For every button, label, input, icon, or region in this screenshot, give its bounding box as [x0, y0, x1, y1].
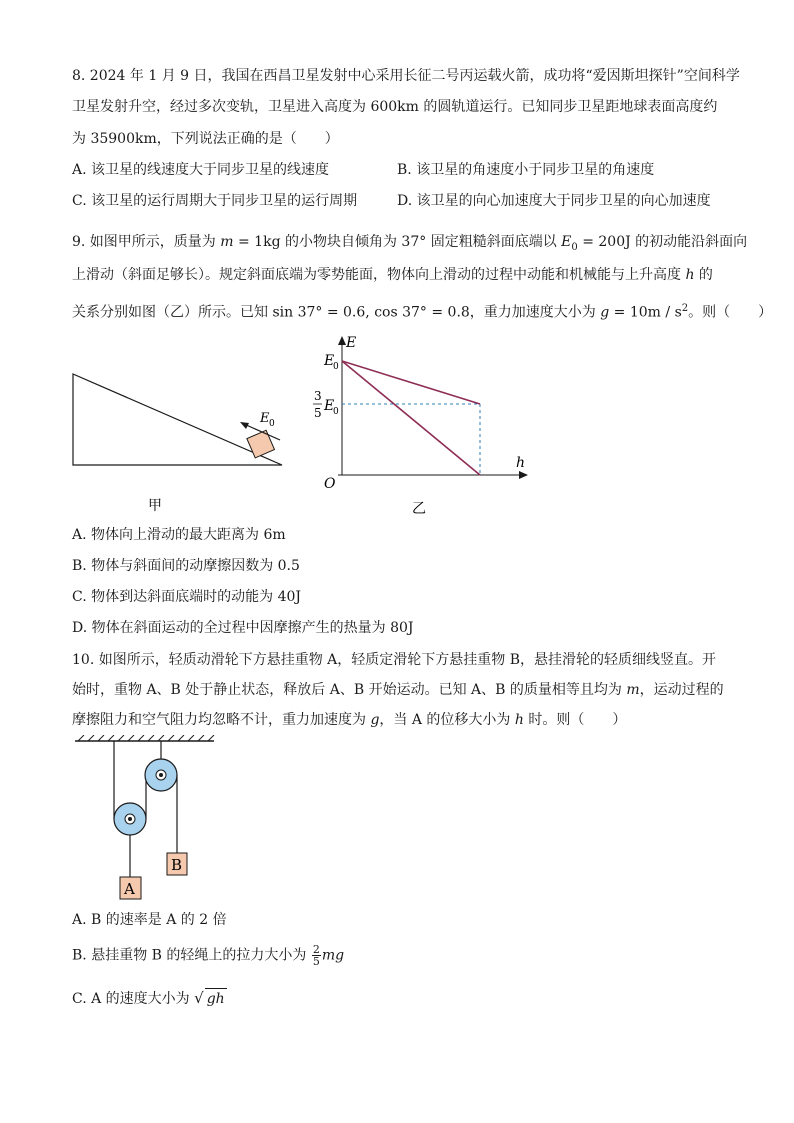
q8-option-b: B. 该卫星的角速度小于同步卫星的角速度: [397, 162, 655, 178]
q8-stem-line1: 8. 2024 年 1 月 9 日，我国在西昌卫星发射中心采用长征二号丙运载火箭，成功将“爱因斯坦探针”空间科学: [72, 68, 740, 84]
label-3-5-e0: E: [324, 398, 335, 414]
x-axis-arrow: [519, 471, 528, 479]
arrow-head: [240, 422, 249, 429]
block-on-incline: [247, 430, 275, 458]
kinetic-energy-line: [342, 361, 480, 475]
figure-yi-graph: [300, 330, 540, 520]
y-axis-arrow: [338, 336, 346, 345]
q10-stem-line3: 摩擦阻力和空气阻力均忽略不计，重力加速度为 g，当 A 的位移大小为 h 时。则（ ）: [72, 712, 627, 728]
figure-jia-caption: 甲: [148, 498, 162, 514]
axis-label-h: h: [516, 455, 526, 471]
origin-label: O: [324, 476, 336, 492]
q9-option-c: C. 物体到达斜面底端时的动能为 40J: [72, 589, 301, 605]
q10-option-c: C. A 的速度大小为 √ gh: [72, 989, 225, 1007]
label-e0-jia: E: [260, 411, 270, 426]
q9-stem-line2: 上滑动（斜面足够长）。规定斜面底端为零势能面，物体向上滑动的过程中动能和机械能与上升高度 h 的: [72, 267, 713, 283]
q8-option-d: D. 该卫星的向心加速度大于同步卫星的向心加速度: [397, 193, 711, 209]
q8-stem-line2: 卫星发射升空，经过多次变轨，卫星进入高度为 600km 的圆轨道运行。已知同步卫星距地球表面高度约: [72, 99, 718, 115]
q10-option-a: A. B 的速率是 A 的 2 倍: [72, 912, 227, 928]
q9-option-d: D. 物体在斜面运动的全过程中因摩擦产生的热量为 80J: [72, 620, 414, 636]
q8-option-c: C. 该卫星的运行周期大于同步卫星的运行周期: [72, 193, 358, 209]
svg-text:0: 0: [269, 419, 275, 429]
block-a-label: A: [124, 880, 135, 898]
block-b-label: B: [171, 856, 183, 874]
label-e0: E: [324, 353, 335, 369]
svg-text:0: 0: [333, 362, 339, 372]
axis-label-e: E: [346, 335, 357, 351]
q9-stem-line3: 关系分别如图（乙）所示。已知 sin 37° = 0.6, cos 37° = 0.8，重力加速度大小为 $g = 10m / s^2$。则（ ）: [72, 303, 773, 321]
frac-5: 5: [314, 406, 322, 420]
q9-option-a: A. 物体向上滑动的最大距离为 6m: [72, 527, 286, 543]
ceiling-hatch: [78, 735, 214, 741]
q8-option-a: A. 该卫星的线速度大于同步卫星的线速度: [72, 162, 330, 178]
svg-text:0: 0: [333, 407, 339, 417]
q8-stem-line3: 为 35900km，下列说法正确的是（ ）: [72, 131, 339, 147]
incline-triangle: [73, 374, 282, 465]
figure-jia-incline: [60, 350, 300, 520]
frac-3: 3: [314, 389, 322, 403]
figure-yi-caption: 乙: [412, 501, 426, 517]
q10-option-b: B. 悬挂重物 B 的轻绳上的拉力大小为 $\frac{2}{5}$ mg: [72, 943, 345, 968]
mechanical-energy-line: [342, 361, 480, 404]
q10-stem-line2: 始时，重物 A、B 处于静止状态，释放后 A、B 开始运动。已知 A、B 的质量相等且均为 m，运动过程的: [72, 682, 724, 698]
figure-pulley-system: [70, 735, 220, 905]
q10-stem-line1: 10. 如图所示，轻质动滑轮下方悬挂重物 A，轻质定滑轮下方悬挂重物 B，悬挂滑轮的轻质细线竖直。开: [72, 652, 717, 668]
q9-option-b: B. 物体与斜面间的动摩擦因数为 0.5: [72, 558, 300, 574]
q9-stem-line1: 9. 如图甲所示，质量为 m = 1kg 的小物块自倾角为 37° 固定粗糙斜面底端以 $E_0 = 200J$ 的初动能沿斜面向: [72, 234, 748, 253]
